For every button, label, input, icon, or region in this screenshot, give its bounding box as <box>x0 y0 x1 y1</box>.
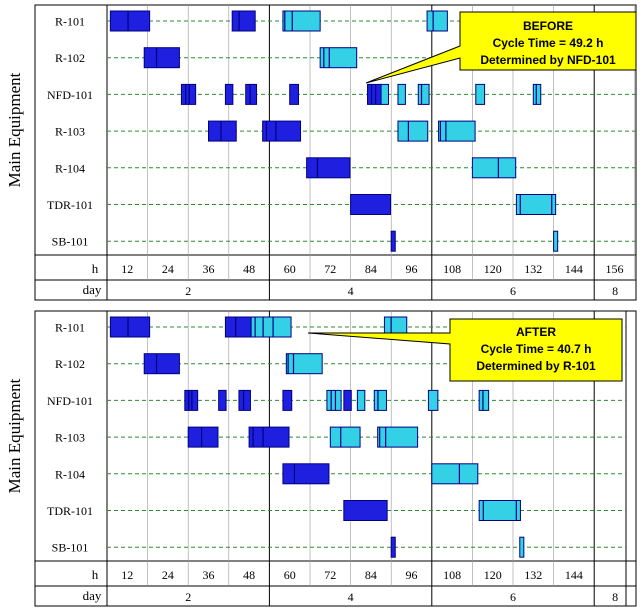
after-hour-tick-132: 132 <box>524 568 543 582</box>
after-bar-r-101-0 <box>110 317 149 337</box>
after-bar-nfd-101-12 <box>357 390 364 410</box>
before-row-label-r-102: R-102 <box>55 51 85 66</box>
after-hour-tick-72: 72 <box>324 568 337 582</box>
before-day-axis-label: day <box>82 282 102 297</box>
after-bar-tdr-101-23 <box>479 501 520 521</box>
after-row-label-tdr-101: TDR-101 <box>47 504 93 518</box>
after-bar-nfd-101-13 <box>374 390 386 410</box>
before-hour-tick-48: 48 <box>243 262 256 276</box>
after-gantt-panel <box>5 311 636 606</box>
after-bar-nfd-101-7 <box>219 390 226 410</box>
after-row-label-r-101: R-101 <box>55 320 85 335</box>
before-bar-r-103-19 <box>439 121 476 141</box>
after-callout-line2: Determined by R-101 <box>476 359 596 373</box>
after-hour-tick-24: 24 <box>161 568 174 582</box>
before-row-label-nfd-101: NFD-101 <box>46 87 94 102</box>
after-row-label-nfd-101: NFD-101 <box>46 393 94 408</box>
before-bar-nfd-101-11 <box>381 84 388 104</box>
after-hour-axis-unit: h <box>91 567 99 582</box>
before-hour-tick-12: 12 <box>121 262 134 276</box>
before-bar-r-102-5 <box>320 48 357 68</box>
before-bar-nfd-101-14 <box>476 84 485 104</box>
after-row-label-r-103: R-103 <box>55 430 85 445</box>
before-day-tick-4: 4 <box>347 284 354 298</box>
before-bar-nfd-101-12 <box>398 84 405 104</box>
after-bar-r-102-4 <box>144 354 179 374</box>
before-bar-nfd-101-9 <box>290 84 299 104</box>
after-day-axis-label: day <box>82 588 102 603</box>
after-hour-tick-12: 12 <box>121 568 134 582</box>
before-bar-nfd-101-15 <box>533 84 540 104</box>
after-bar-r-103-19 <box>378 427 418 447</box>
before-bar-r-104-20 <box>307 158 350 178</box>
after-hour-tick-48: 48 <box>243 568 256 582</box>
after-hour-tick-36: 36 <box>202 568 215 582</box>
before-day-tick-6: 6 <box>510 284 516 298</box>
before-hour-tick-60: 60 <box>283 262 296 276</box>
before-bar-r-104-21 <box>472 158 515 178</box>
before-hour-tick-84: 84 <box>364 262 377 276</box>
before-bar-r-103-16 <box>209 121 237 141</box>
before-row-label-sb-101: SB-101 <box>51 234 89 249</box>
before-hour-tick-132: 132 <box>524 262 543 276</box>
before-day-tick-2: 2 <box>185 284 192 298</box>
after-y-axis-title: Main Equipment <box>5 378 24 494</box>
before-hour-tick-72: 72 <box>324 262 337 276</box>
before-bar-nfd-101-13 <box>418 84 429 104</box>
after-hour-tick-96: 96 <box>405 568 418 582</box>
before-hour-tick-120: 120 <box>483 262 502 276</box>
after-hour-tick-144: 144 <box>564 568 583 582</box>
before-gantt-panel <box>5 5 636 300</box>
before-bar-nfd-101-8 <box>246 84 257 104</box>
before-bar-r-101-2 <box>283 11 320 31</box>
before-bar-nfd-101-6 <box>181 84 195 104</box>
before-hour-axis-unit: h <box>91 261 99 276</box>
before-hour-tick-24: 24 <box>161 262 174 276</box>
after-day-tick-4: 4 <box>347 590 354 604</box>
before-bar-sb-101-24 <box>391 231 395 251</box>
after-bar-r-103-16 <box>188 427 218 447</box>
after-hour-tick-108: 108 <box>443 568 462 582</box>
before-row-label-r-103: R-103 <box>55 124 85 139</box>
before-hour-tick-144: 144 <box>564 262 583 276</box>
before-bar-r-102-4 <box>144 48 179 68</box>
before-bar-r-103-18 <box>398 121 428 141</box>
after-callout-line1: Cycle Time = 40.7 h <box>480 342 592 356</box>
after-bar-nfd-101-8 <box>239 390 251 410</box>
before-hour-tick-96: 96 <box>405 262 418 276</box>
before-callout-line2: Determined by NFD-101 <box>480 53 616 67</box>
before-callout-line1: Cycle Time = 49.2 h <box>492 36 604 50</box>
before-bar-r-101-1 <box>232 11 255 31</box>
before-bar-sb-101-25 <box>554 231 558 251</box>
after-hour-tick-60: 60 <box>283 568 296 582</box>
before-bar-r-101-3 <box>427 11 447 31</box>
before-bar-nfd-101-7 <box>225 84 232 104</box>
after-row-label-r-102: R-102 <box>55 357 85 372</box>
after-row-label-r-104: R-104 <box>55 467 85 482</box>
after-bar-r-103-17 <box>249 427 289 447</box>
after-day-tick-2: 2 <box>185 590 192 604</box>
before-row-label-r-104: R-104 <box>55 161 85 176</box>
before-row-label-r-101: R-101 <box>55 14 85 29</box>
after-callout-heading: AFTER <box>516 325 556 339</box>
after-bar-nfd-101-15 <box>479 390 488 410</box>
after-row-label-sb-101: SB-101 <box>51 540 89 555</box>
before-callout-heading: BEFORE <box>522 19 574 33</box>
after-hour-tick-120: 120 <box>483 568 502 582</box>
after-bar-nfd-101-9 <box>283 390 292 410</box>
before-bar-r-101-0 <box>110 11 149 31</box>
after-bar-r-101-2 <box>251 317 291 337</box>
after-bar-sb-101-24 <box>391 537 395 557</box>
after-bar-nfd-101-11 <box>344 390 351 410</box>
after-bar-sb-101-25 <box>520 537 524 557</box>
before-hour-tick-156: 156 <box>605 262 624 276</box>
before-hour-tick-108: 108 <box>443 262 462 276</box>
after-bar-r-104-20 <box>283 464 329 484</box>
after-bar-nfd-101-6 <box>185 390 198 410</box>
before-bar-r-103-17 <box>263 121 301 141</box>
after-bar-r-103-18 <box>330 427 360 447</box>
after-bar-tdr-101-22 <box>344 501 387 521</box>
after-hour-tick-84: 84 <box>364 568 377 582</box>
before-bar-tdr-101-23 <box>516 195 555 215</box>
after-bar-nfd-101-10 <box>327 390 341 410</box>
after-bar-r-101-1 <box>225 317 251 337</box>
before-hour-tick-36: 36 <box>202 262 215 276</box>
after-bar-nfd-101-14 <box>428 390 437 410</box>
after-day-tick-6: 6 <box>510 590 516 604</box>
after-bar-r-102-5 <box>286 354 322 374</box>
before-row-label-tdr-101: TDR-101 <box>47 198 93 212</box>
after-bar-r-104-21 <box>432 464 478 484</box>
before-day-tick-8: 8 <box>612 284 619 298</box>
after-day-tick-8: 8 <box>612 590 619 604</box>
before-bar-nfd-101-10 <box>368 84 382 104</box>
before-bar-tdr-101-22 <box>351 195 391 215</box>
before-y-axis-title: Main Equipment <box>5 72 24 188</box>
